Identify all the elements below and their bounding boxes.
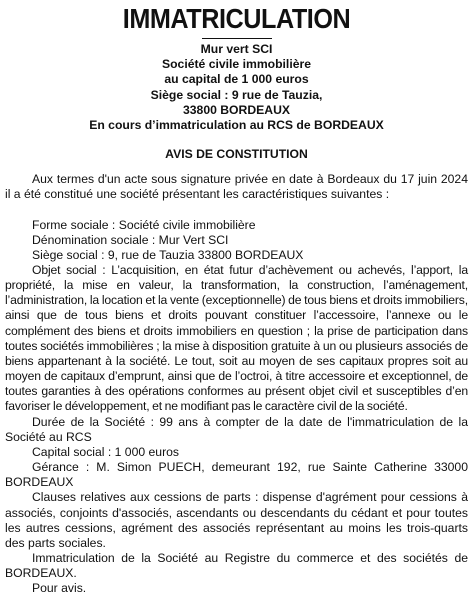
notice-body: [5, 172, 468, 596]
company-header: [5, 42, 468, 133]
denomination-sociale: Dénomination sociale : Mur Vert SCI: [32, 232, 229, 247]
company-name: Mur vert SCI: [200, 42, 273, 56]
company-form: Société civile immobilière: [161, 57, 312, 72]
gerance: Gérance : M. Simon PUECH, demeurant 192, rue Sainte Catherine 33000 BORDEAUX: [5, 460, 468, 490]
company-address-street: Siège social : 9 rue de Tauzia,: [150, 87, 323, 102]
company-capital: au capital de 1 000 euros: [164, 72, 309, 87]
siege-social: Siège social : 9, rue de Tauzia 33800 BORDEAUX: [32, 247, 304, 262]
title-divider: [202, 38, 272, 39]
forme-sociale: Forme sociale : Société civile immobilière: [32, 217, 256, 232]
company-rcs-status: En cours d’immatriculation au RCS de BORDEAUX: [89, 118, 384, 133]
objet-social: Objet social : L’acquisition, en état futur d’achèvement ou achevés, l’apport, la propriété, la mise en valeur, la transformation, la construction, l’aménagement, l’administration, la location et la vente (exceptionnelle) de tous biens et droits immobiliers, ainsi que de tous biens et droits pouvant constituer l’accessoire, l’annexe ou le complément des biens et droits immobiliers en question ; la prise de participation dans toutes sociétés immobilières ; la mise à disposition gratuite à un ou plusieurs associés de biens appartenant à la société. Le tout, soit au moyen de ses capitaux propres soit au moyen de capitaux d’emprunt, ainsi que de l’octroi, à titre accessoire et exceptionnel, de toutes garanties à des opérations conformes au présent objet civil et susceptibles d’en favoriser le développement, et ne modifiant pas le caractère civil de la société.: [5, 263, 468, 414]
capital-social: Capital social : 1 000 euros: [32, 444, 180, 459]
duree-societe: Durée de la Société : 99 ans à compter de la date de l'immatriculation de la Société au RCS: [5, 414, 468, 444]
intro-paragraph: Aux termes d'un acte sous signature privée en date à Bordeaux du 17 juin 2024 il a été constitué une société présentant les caractéristiques suivantes :: [5, 172, 468, 202]
clauses-cessions: Clauses relatives aux cessions de parts : dispense d'agrément pour cessions à associés, conjoints d'associés, ascendants ou descendants du cédant et pour toutes les autres cessions, agrément des associés représentant au moins les trois-quarts des parts sociales.: [5, 490, 468, 550]
notice-title: IMMATRICULATION: [122, 3, 351, 34]
immatriculation: Immatriculation de la Société au Registre du commerce et des sociétés de BORDEAUX.: [5, 550, 468, 581]
pour-avis: Pour avis.: [32, 581, 87, 596]
company-address-city: 33800 BORDEAUX: [182, 102, 291, 117]
section-title: AVIS DE CONSTITUTION: [165, 147, 308, 162]
